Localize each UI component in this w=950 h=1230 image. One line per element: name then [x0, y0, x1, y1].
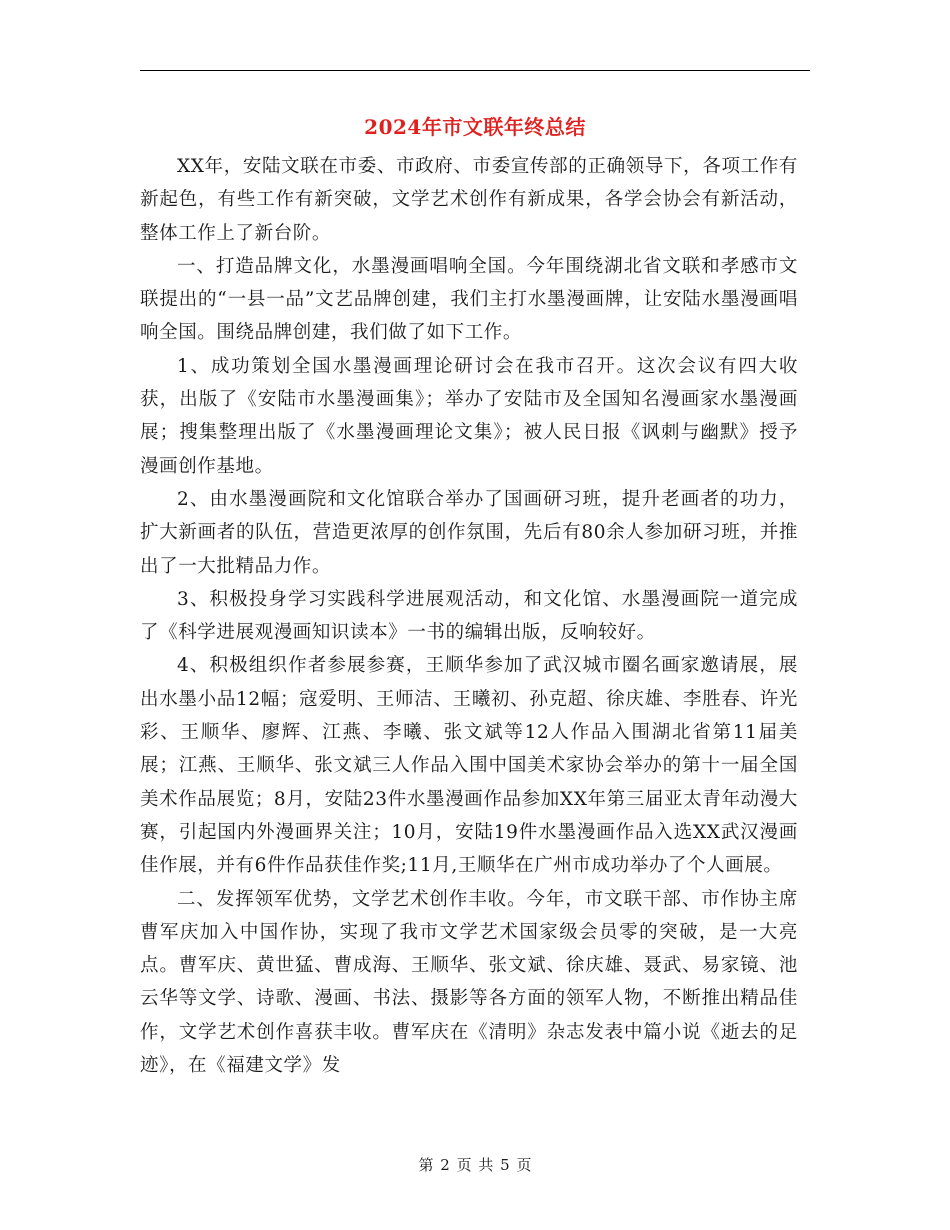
paragraph-item-3: 3、积极投身学习实践科学进展观活动，和文化馆、水墨漫画院一道完成了《科学进展观漫画知识读本》一书的编辑出版，反响较好。 [140, 588, 798, 644]
document-body [140, 150, 798, 1082]
page-number: 第 2 页 共 5 页 [418, 1156, 532, 1174]
paragraph-section-2: 二、发挥领军优势，文学艺术创作丰收。今年，市文联干部、市作协主席曹军庆加入中国作协，实现了我市文学艺术国家级会员零的突破，是一大亮点。曹军庆、黄世猛、曹成海、王顺华、张文斌、徐庆雄、聂武、易家镜、池云华等文学、诗歌、漫画、书法、摄影等各方面的领军人物，不断推出精品佳作，文学艺术创作喜获丰收。曹军庆在《清明》杂志发表中篇小说《逝去的足迹》，在《福建文学》发 [140, 888, 798, 1077]
paragraph-item-4: 4、积极组织作者参展参赛，王顺华参加了武汉城市圈名画家邀请展，展出水墨小品12幅；寇爱明、王师洁、王曦初、孙克超、徐庆雄、李胜春、许光彩、王顺华、廖辉、江燕、李曦、张文斌等12人作品入围湖北省第11届美展；江燕、王顺华、张文斌三人作品入围中国美术家协会举办的第十一届全国美术作品展览；8月，安陆23件水墨漫画作品参加XX年第三届亚太青年动漫大赛，引起国内外漫画界关注；10月，安陆19件水墨漫画作品入选XX武汉漫画佳作展，并有6件作品获佳作奖;11月,王顺华在广州市成功举办了个人画展。 [140, 655, 798, 877]
paragraph-item-2: 2、由水墨漫画院和文化馆联合举办了国画研习班，提升老画者的功力，扩大新画者的队伍，营造更浓厚的创作氛围，先后有80余人参加研习班，并推出了一大批精品力作。 [140, 488, 798, 577]
paragraph-intro: XX年，安陆文联在市委、市政府、市委宣传部的正确领导下，各项工作有新起色，有些工作有新突破，文学艺术创作有新成果，各学会协会有新活动，整体工作上了新台阶。 [140, 156, 798, 244]
paragraph-section-1: 一、打造品牌文化，水墨漫画唱响全国。今年围绕湖北省文联和孝感市文联提出的“一县一品”文艺品牌创建，我们主打水墨漫画牌，让安陆水墨漫画唱响全国。围绕品牌创建，我们做了如下工作。 [140, 255, 798, 344]
header-rule [140, 70, 810, 71]
document-title: 2024年市文联年终总结 [364, 115, 586, 139]
paragraph-item-1: 1、成功策划全国水墨漫画理论研讨会在我市召开。这次会议有四大收获，出版了《安陆市水墨漫画集》；举办了安陆市及全国知名漫画家水墨漫画展；搜集整理出版了《水墨漫画理论文集》；被人民日报《讽刺与幽默》授予漫画创作基地。 [140, 355, 798, 477]
